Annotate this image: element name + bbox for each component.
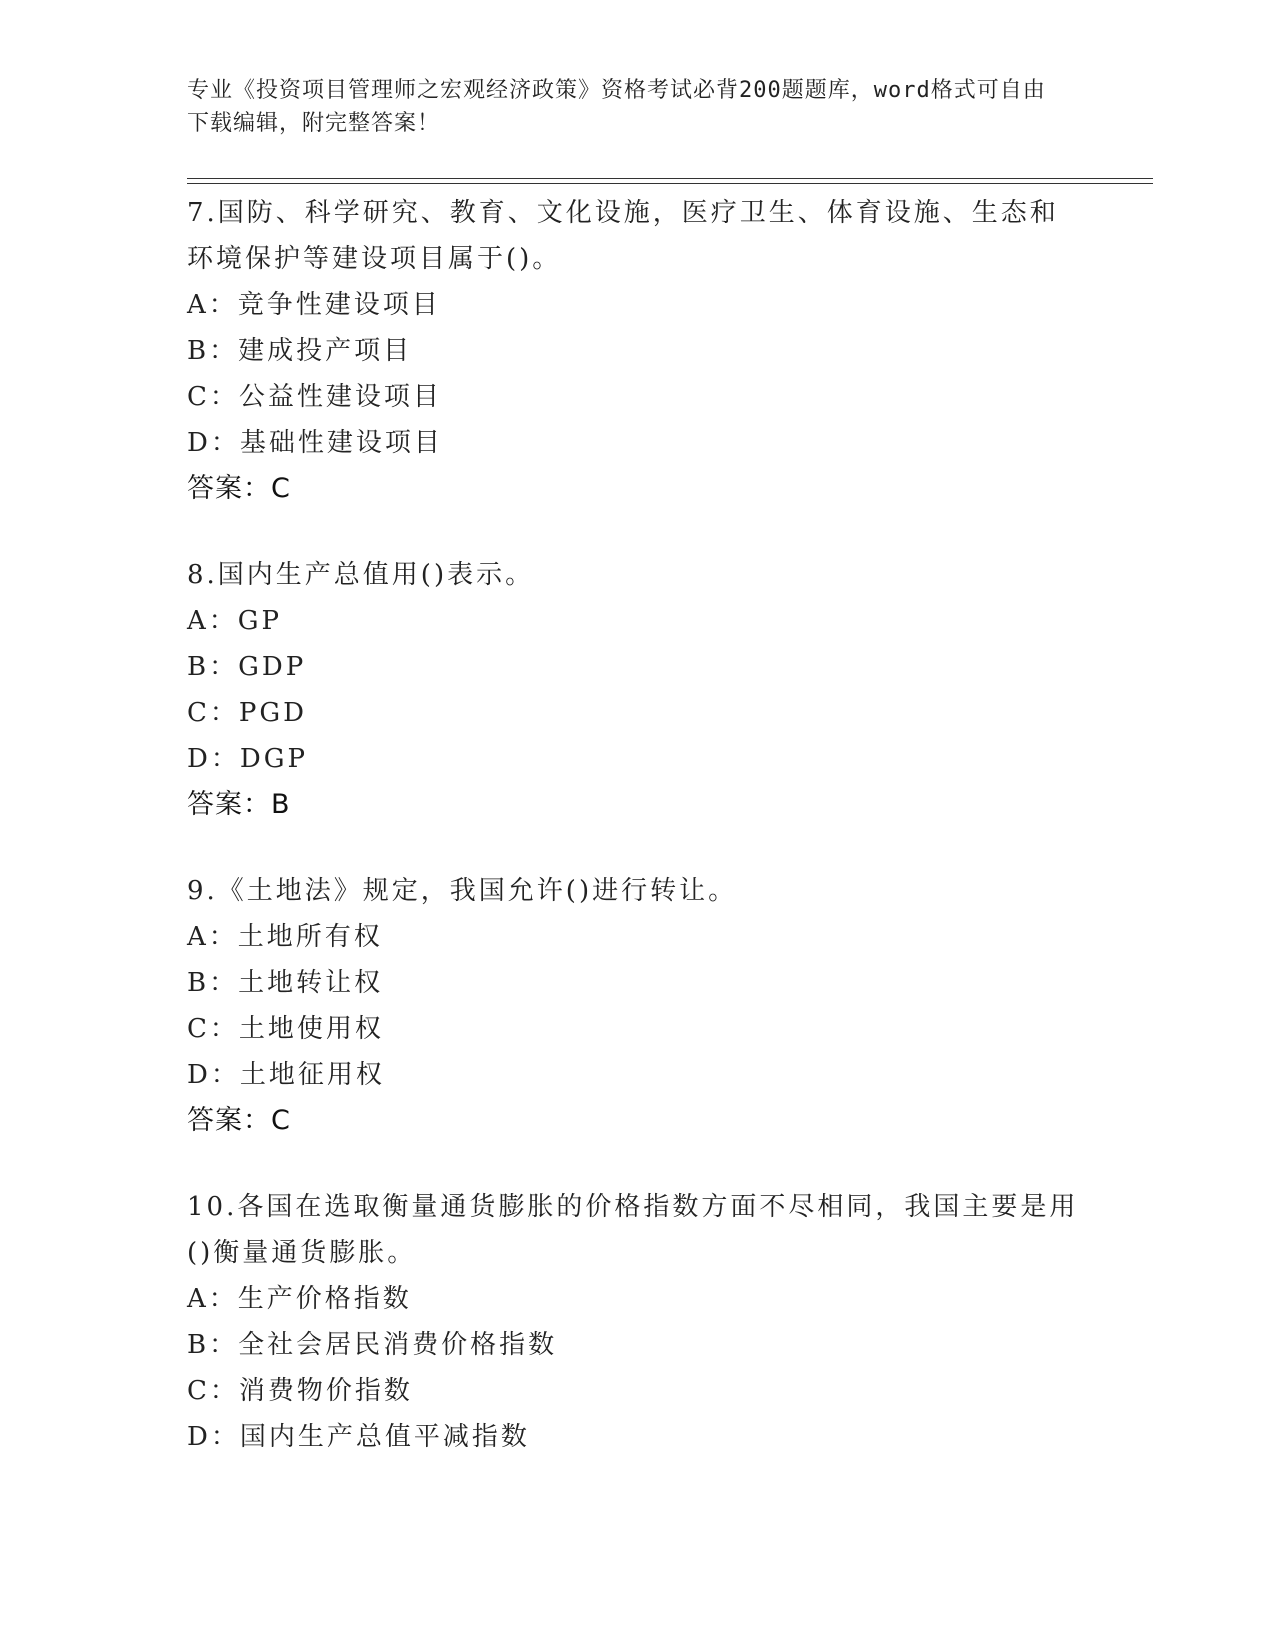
option-c: C：公益性建设项目 [187, 382, 442, 412]
option-a: A：竞争性建设项目 [187, 290, 441, 320]
header-divider-bottom [187, 183, 1153, 184]
option-b: B：全社会居民消费价格指数 [187, 1330, 558, 1360]
question-8 [187, 552, 1087, 828]
option-b: B：土地转让权 [187, 968, 384, 998]
question-stem: 8.国内生产总值用()表示。 [187, 560, 535, 590]
answer: 答案：C [187, 1105, 291, 1136]
option-c: C：土地使用权 [187, 1014, 384, 1044]
option-d: D：国内生产总值平减指数 [187, 1422, 530, 1452]
question-stem: 9.《土地法》规定，我国允许()进行转让。 [187, 876, 738, 906]
option-d: D：DGP [187, 744, 308, 774]
option-b: B：GDP [187, 652, 307, 682]
document-header: 专业《投资项目管理师之宏观经济政策》资格考试必背200题题库，word格式可自由下载编辑，附完整答案！ [187, 78, 1046, 136]
answer: 答案：C [187, 473, 291, 504]
option-a: A：土地所有权 [187, 922, 383, 952]
option-d: D：基础性建设项目 [187, 428, 443, 458]
option-c: C：消费物价指数 [187, 1376, 413, 1406]
answer: 答案：B [187, 789, 291, 820]
question-9 [187, 868, 1087, 1144]
option-d: D：土地征用权 [187, 1060, 385, 1090]
header-divider-top [187, 178, 1153, 179]
question-list [187, 190, 1087, 1500]
question-10 [187, 1184, 1087, 1460]
option-a: A：GP [187, 606, 283, 636]
question-stem: 7.国防、科学研究、教育、文化设施，医疗卫生、体育设施、生态和环境保护等建设项目属于()。 [187, 198, 1059, 274]
question-7 [187, 190, 1087, 512]
option-c: C：PGD [187, 698, 308, 728]
question-stem: 10.各国在选取衡量通货膨胀的价格指数方面不尽相同，我国主要是用()衡量通货膨胀。 [187, 1192, 1079, 1268]
option-b: B：建成投产项目 [187, 336, 413, 366]
option-a: A：生产价格指数 [187, 1284, 412, 1314]
